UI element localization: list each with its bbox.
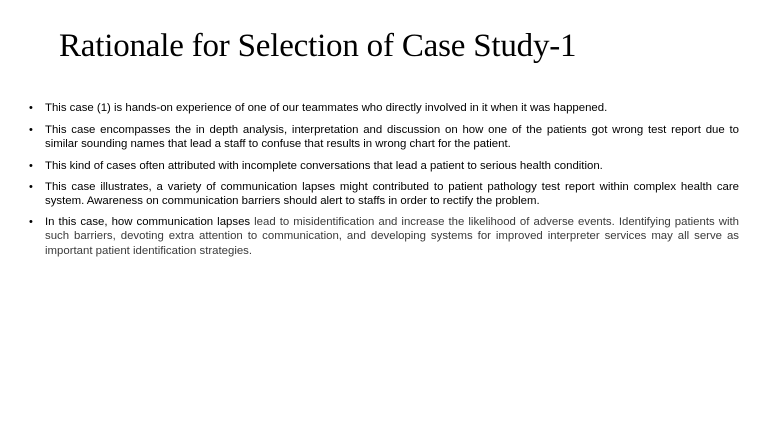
bullet-icon: • xyxy=(29,124,33,137)
bullet-item xyxy=(29,215,739,258)
bullet-icon: • xyxy=(29,216,33,229)
bullet-text: This case illustrates, a variety of communication lapses might contributed to patient pathology test report within complex health care system. Awareness on communication barriers should alert to staffs in order to rectify the problem. xyxy=(45,180,739,208)
bullet-text-rest: lead to misidentification and increase the likelihood of adverse events. Identifying patients with such barriers, devoting extra attention to communication, and developing systems for improved interpreter services may all serve as important patient identification strategies. xyxy=(45,216,739,257)
bullet-icon: • xyxy=(29,159,33,172)
bullet-item xyxy=(29,101,739,115)
bullet-text-lead: In this case, how communication lapses xyxy=(45,216,251,229)
bullet-icon: • xyxy=(29,102,33,114)
bullet-icon: • xyxy=(29,180,33,193)
bullet-text: This kind of cases often attributed with incomplete conversations that lead a patient to serious health condition. xyxy=(45,159,603,172)
slide-title: Rationale for Selection of Case Study-1 xyxy=(59,28,577,64)
bullet-list xyxy=(29,101,739,265)
bullet-text: This case encompasses the in depth analysis, interpretation and discussion on how one of the patients got wrong test report due to similar sounding names that lead a staff to confuse that results in wrong chart for the patient. xyxy=(45,124,739,151)
bullet-text: This case (1) is hands-on experience of one of our teammates who directly involved in it when it was happened. xyxy=(45,102,608,114)
bullet-item xyxy=(29,180,739,208)
bullet-item xyxy=(29,159,739,173)
bullet-item xyxy=(29,123,739,151)
